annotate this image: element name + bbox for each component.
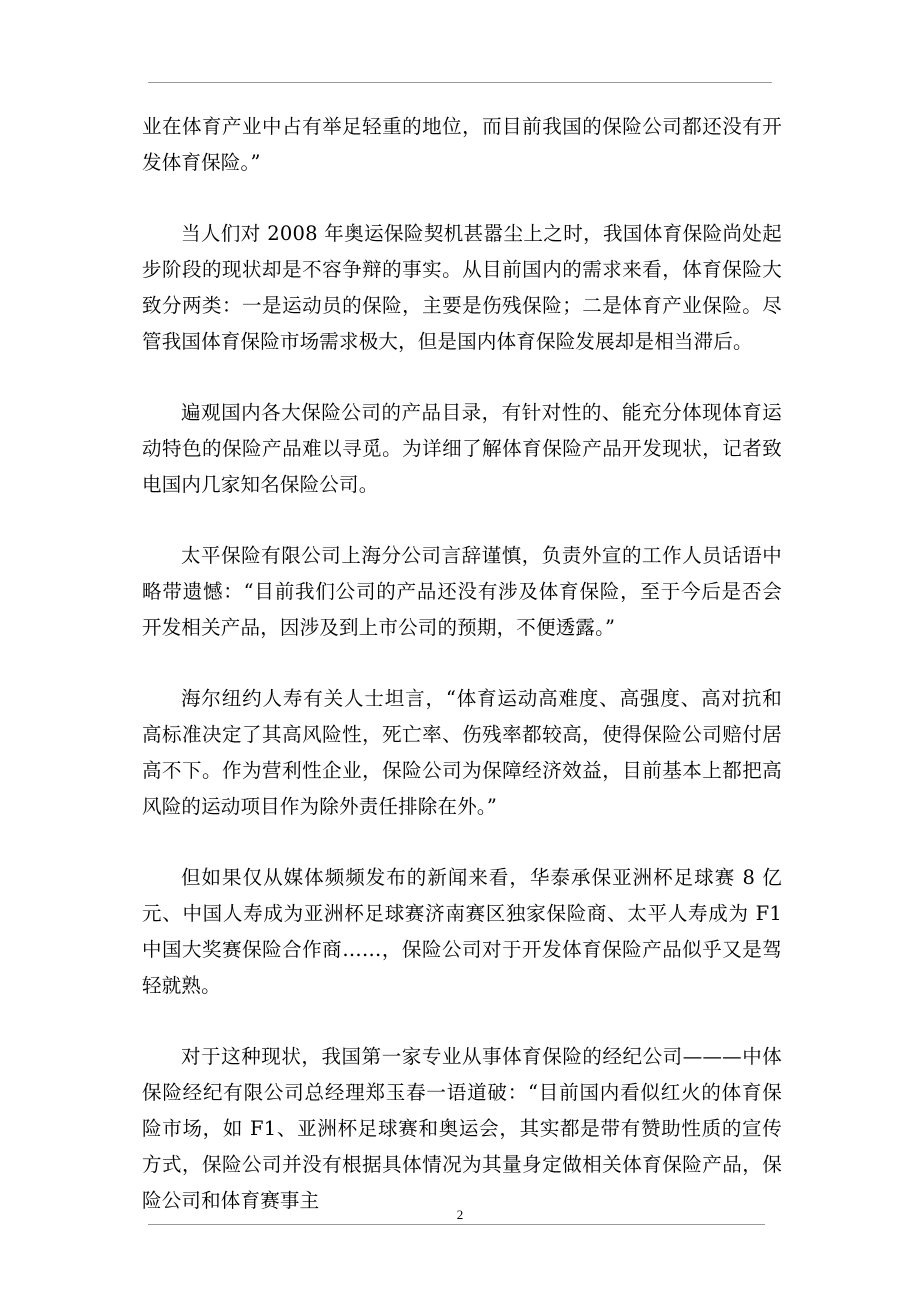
paragraph-continuation: 业在体育产业中占有举足轻重的地位，而目前我国的保险公司都还没有开发体育保险。” (142, 115, 782, 174)
paragraph-haier-newyork-life: 海尔纽约人寿有关人士坦言，“体育运动高难度、高强度、高对抗和高标准决定了其高风险性，死亡率、伤残率都较高，使得保险公司赔付居高不下。作为营利性企业，保险公司为保障经济效益，目前基本上都把高风险的运动项目作为除外责任排除在外。” (142, 687, 782, 818)
paragraph-taiping-insurance: 太平保险有限公司上海分公司言辞谨慎，负责外宣的工作人员话语中略带遗憾：“目前我们公司的产品还没有涉及体育保险，至于今后是否会开发相关产品，因涉及到上市公司的预期，不便透露。” (142, 544, 782, 639)
page-number: 2 (445, 1207, 475, 1223)
paragraph-product-catalog: 遍观国内各大保险公司的产品目录，有针对性的、能充分体现体育运动特色的保险产品难以寻觅。为详细了解体育保险产品开发现状，记者致电国内几家知名保险公司。 (142, 401, 782, 496)
paragraph-zhongti-broker: 对于这种现状，我国第一家专业从事体育保险的经纪公司———中体保险经纪有限公司总经理郑玉春一语道破：“目前国内看似红火的体育保险市场，如 F1、亚洲杯足球赛和奥运会，其实都是带有赞助性质的宣传方式，保险公司并没有根据具体情况为其量身定做相关体育保险产品，保险公司和体育赛事主 (142, 1045, 782, 1212)
footer-rule (148, 1224, 765, 1225)
paragraph-olympic-insurance: 当人们对 2008 年奥运保险契机甚嚣尘上之时，我国体育保险尚处起步阶段的现状却是不容争辩的事实。从目前国内的需求来看，体育保险大致分两类：一是运动员的保险，主要是伤残保险；二是体育产业保险。尽管我国体育保险市场需求极大，但是国内体育保险发展却是相当滞后。 (142, 222, 782, 353)
paragraph-media-news: 但如果仅从媒体频频发布的新闻来看，华泰承保亚洲杯足球赛 8 亿元、中国人寿成为亚洲杯足球赛济南赛区独家保险商、太平人寿成为 F1 中国大奖赛保险合作商……，保险公司对于开发体育保险产品似乎又是驾轻就熟。 (142, 866, 782, 997)
body-text (142, 109, 782, 1254)
header-rule (148, 82, 772, 83)
